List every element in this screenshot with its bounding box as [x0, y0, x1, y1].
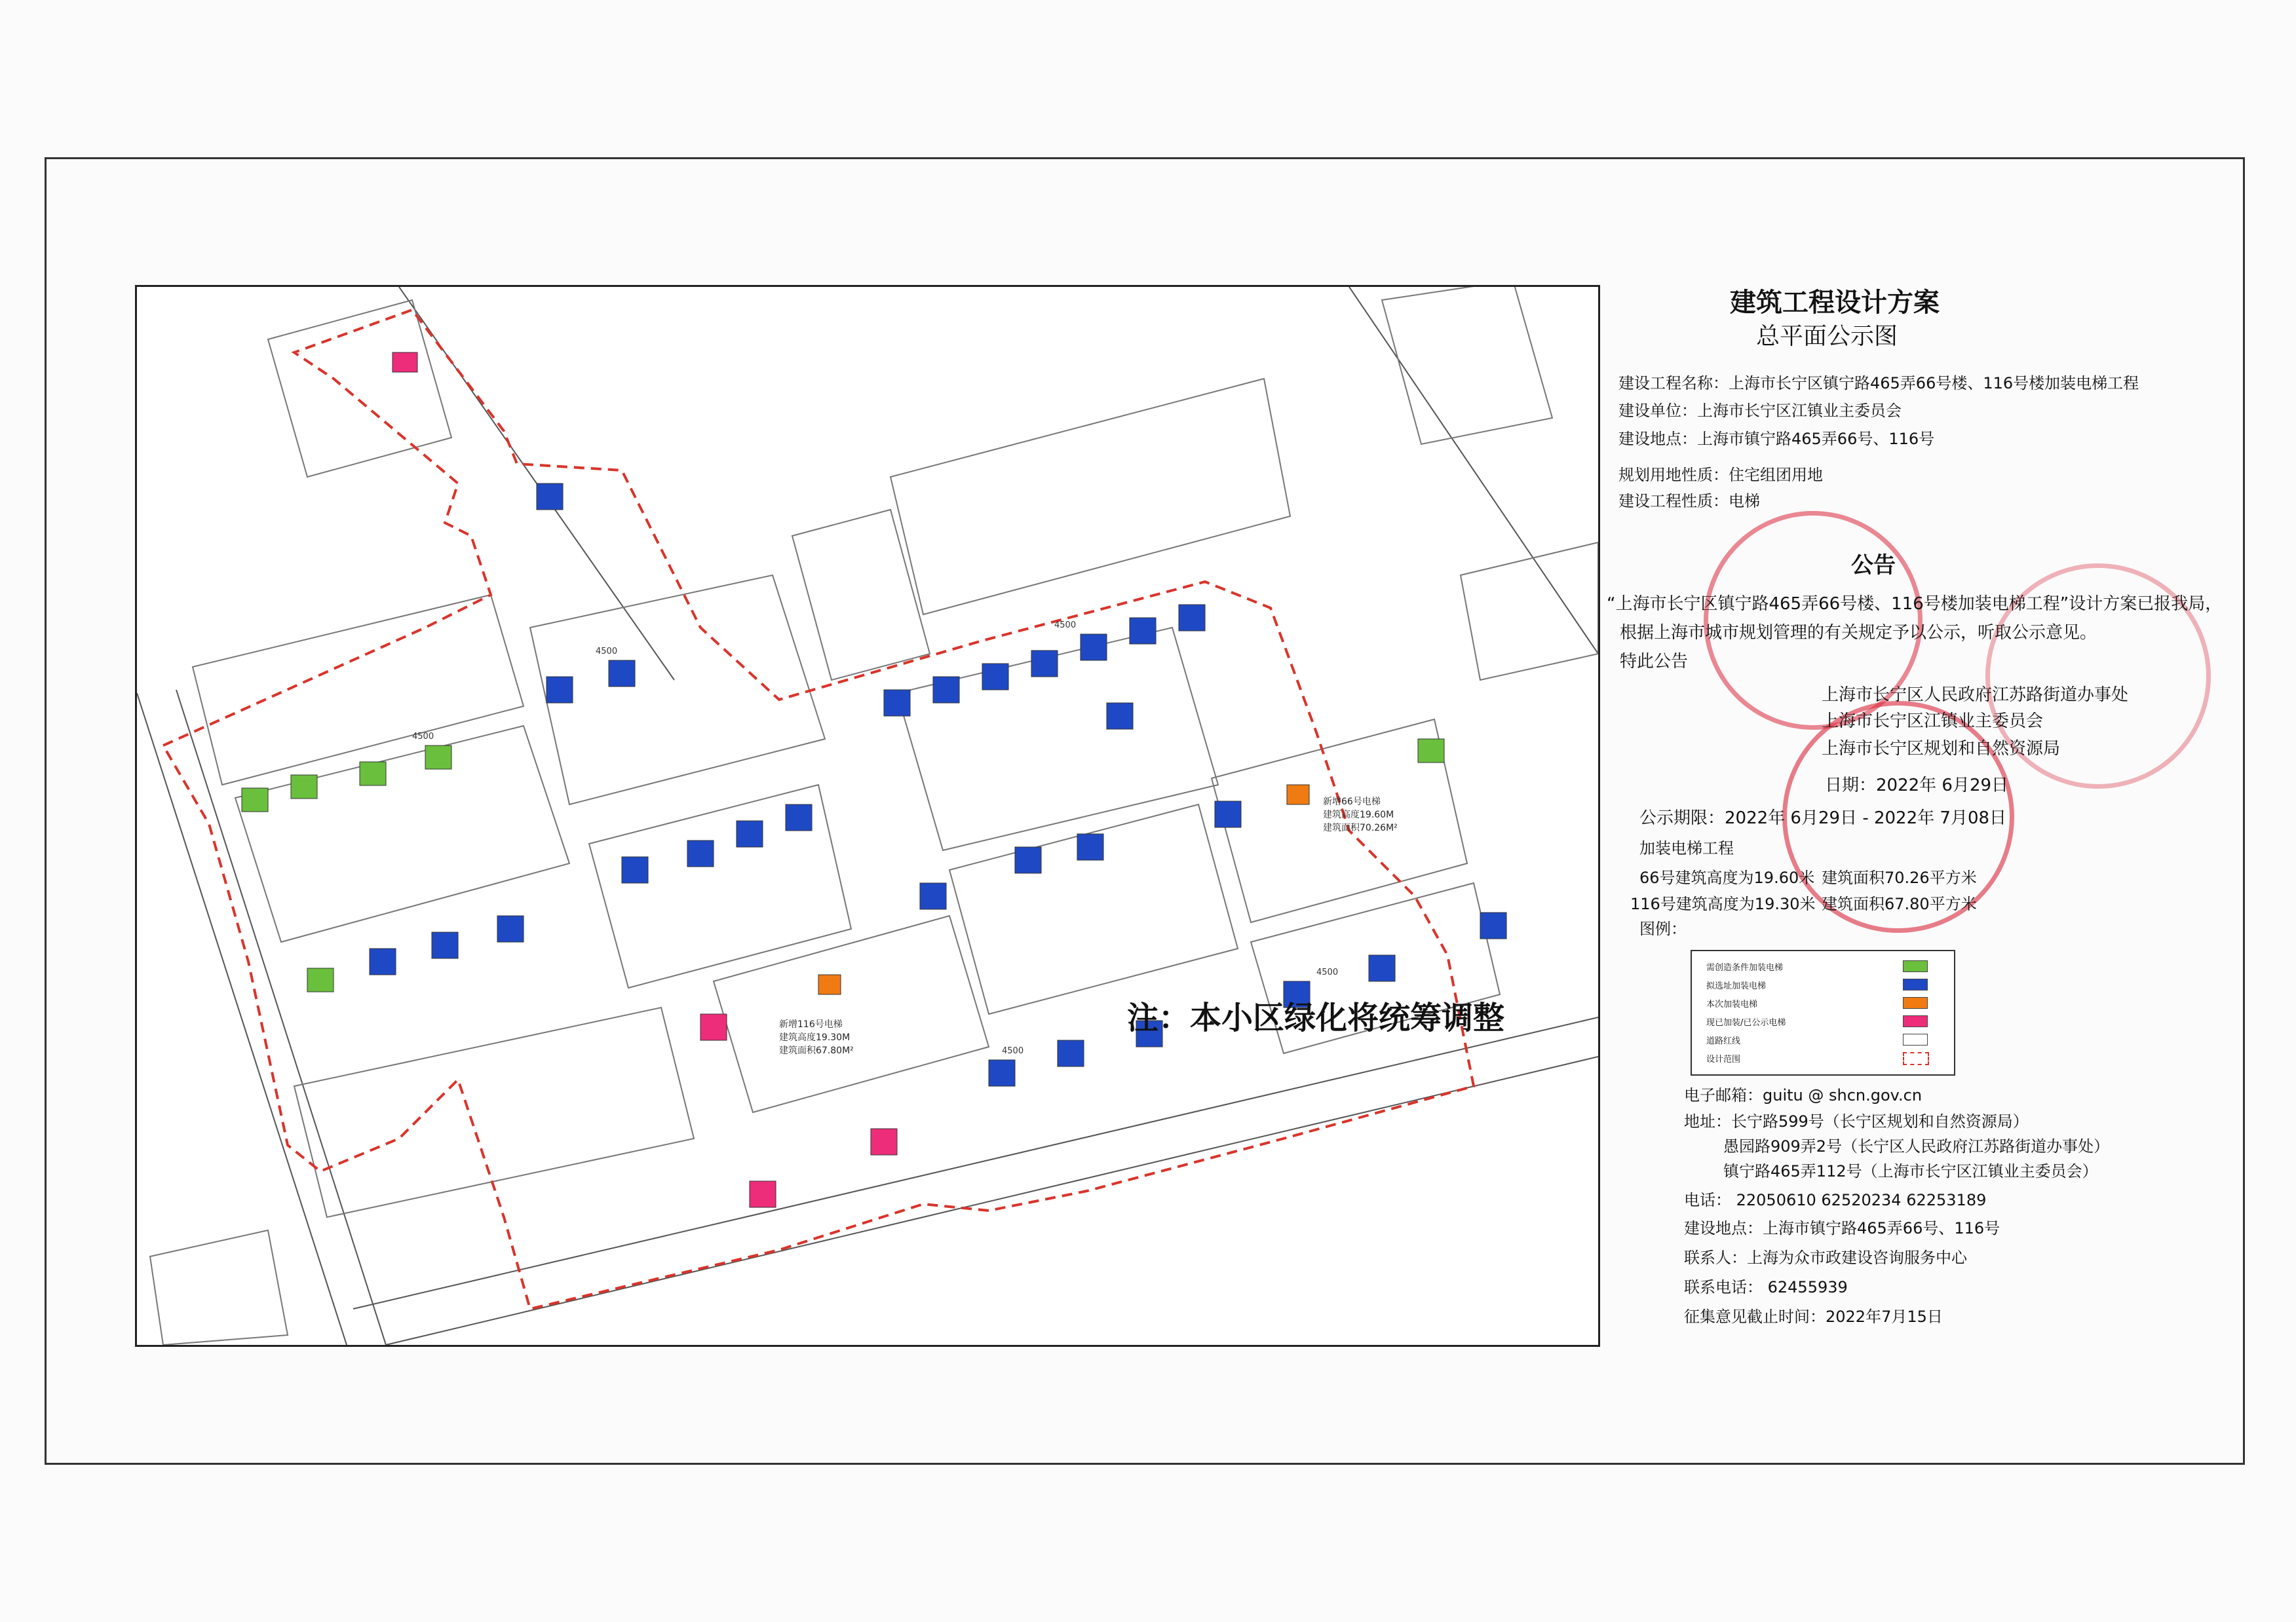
site-plan-map: [135, 285, 1600, 1347]
announcement-line: 特此公告: [1620, 652, 1689, 671]
elevator-marker-blue: [1031, 651, 1058, 677]
elevator-marker-orange: [1287, 785, 1309, 804]
elevator-marker-blue: [497, 916, 524, 942]
legend-item: [1706, 959, 1942, 973]
legend-label: 拟选址加装电梯: [1706, 981, 1767, 991]
project-a116: 建筑面积67.80平方米: [1822, 895, 1977, 913]
contact-email: 电子邮箱：guitu @ shcn.gov.cn: [1684, 1086, 1923, 1104]
lift116-height: 建筑高度19.30M: [779, 1032, 851, 1043]
legend-swatch-road: [1903, 1034, 1928, 1046]
elevator-marker-blue: [537, 483, 563, 510]
legend-swatch-range: [1903, 1052, 1929, 1065]
project-heading: 加装电梯工程: [1639, 839, 1734, 858]
legend-box: [1691, 950, 1955, 1076]
elevator-marker-orange: [818, 975, 841, 994]
legend-label: 道路红线: [1706, 1036, 1741, 1046]
elevator-marker-green: [425, 745, 451, 769]
elevator-marker-blue: [546, 677, 573, 703]
elevator-marker-green: [242, 788, 268, 812]
dim-label: 4500: [1054, 620, 1077, 630]
legend-title: 图例：: [1639, 920, 1687, 938]
contact-address1: 地址：长宁路599号（长宁区规划和自然资源局）: [1684, 1112, 2029, 1131]
contact-phone: 电话： 22050610 62520234 62253189: [1684, 1191, 1987, 1209]
legend-swatch-pink: [1903, 1015, 1928, 1027]
legend-item: [1706, 1032, 1942, 1047]
elevator-marker-blue: [982, 664, 1008, 690]
announcement-org: 上海市长宁区江镇业主委员会: [1822, 711, 2044, 731]
project-h116: 116号建筑高度为19.30米: [1630, 895, 1816, 913]
deadline: 征集意见截止时间：2022年7月15日: [1684, 1308, 1943, 1326]
legend-swatch-blue: [1903, 979, 1928, 990]
lift116-area: 建筑面积67.80M²: [779, 1046, 854, 1056]
elevator-marker-pink: [392, 352, 417, 372]
legend-item: [1706, 996, 1942, 1010]
elevator-marker-blue: [920, 883, 946, 909]
elevator-marker-blue: [432, 932, 458, 958]
period: 公示期限：2022年 6月29日 - 2022年 7月08日: [1639, 808, 2007, 828]
info-project-name: 建设工程名称：上海市长宁区镇宁路465弄66号楼、116号楼加装电梯工程: [1618, 374, 2139, 392]
elevator-marker-blue: [687, 840, 714, 867]
announcement-org: 上海市长宁区规划和自然资源局: [1822, 739, 2061, 759]
legend-label: 需创造条件加装电梯: [1706, 963, 1784, 973]
announcement-heading: 公告: [1851, 552, 1896, 578]
info-builder: 建设单位：上海市长宁区江镇业主委员会: [1618, 402, 1902, 420]
announcement-line: “上海市长宁区镇宁路465弄66号楼、116号楼加装电梯工程”设计方案已报我局，: [1607, 594, 2223, 614]
doc-subtitle: 总平面公示图: [1756, 323, 1898, 350]
contact-address2: 愚园路909弄2号（长宁区人民政府江苏路街道办事处）: [1723, 1137, 2110, 1156]
elevator-marker-blue: [1130, 618, 1156, 644]
announcement-line: 根据上海市城市规划管理的有关规定予以公示，听取公示意见。: [1620, 623, 2097, 643]
info-location: 建设地点：上海市镇宁路465弄66号、116号: [1618, 430, 1935, 448]
legend-label: 本次加装电梯: [1706, 1000, 1758, 1009]
lift66-area: 建筑面积70.26M²: [1323, 823, 1398, 833]
elevator-marker-pink: [700, 1014, 727, 1040]
contact-org: 联系人：上海为众市政建设咨询服务中心: [1684, 1249, 1967, 1267]
legend-label: 设计范围: [1706, 1055, 1741, 1065]
legend-item: [1706, 1051, 1942, 1065]
elevator-marker-blue: [786, 804, 812, 831]
announcement-org: 上海市长宁区人民政府江苏路街道办事处: [1822, 685, 2129, 705]
elevator-marker-pink: [871, 1129, 897, 1155]
announcement-date: 日期：2022年 6月29日: [1825, 776, 2009, 795]
info-nature: 建设工程性质：电梯: [1618, 492, 1760, 510]
legend-label: 现已加装/已公示电梯: [1706, 1018, 1786, 1028]
dim-label: 4500: [1002, 1046, 1024, 1056]
elevator-marker-green: [291, 775, 317, 799]
announcement-body: [1607, 590, 2222, 676]
dim-label: 4500: [1316, 968, 1339, 977]
doc-title: 建筑工程设计方案: [1730, 288, 1940, 318]
elevator-marker-blue: [622, 857, 648, 883]
legend-swatch-orange: [1903, 997, 1928, 1009]
elevator-marker-blue: [370, 949, 396, 975]
dim-label: 4500: [596, 647, 618, 656]
elevator-marker-blue: [609, 660, 635, 687]
elevator-marker-blue: [1480, 913, 1506, 939]
elevator-marker-blue: [1107, 703, 1133, 729]
design-range-boundary: [163, 310, 1474, 1309]
contact-phone2: 联系电话： 62455939: [1684, 1278, 1848, 1296]
dim-label: 4500: [412, 732, 434, 742]
elevator-marker-green: [1418, 739, 1444, 763]
legend-item: [1706, 1014, 1942, 1028]
elevator-marker-green: [307, 968, 334, 992]
lift66-name: 新增66号电梯: [1323, 797, 1381, 807]
elevator-marker-blue: [989, 1060, 1015, 1086]
lift116-name: 新增116号电梯: [779, 1019, 843, 1030]
project-a66: 建筑面积70.26平方米: [1822, 869, 1977, 887]
elevator-marker-blue: [1077, 834, 1103, 860]
map-note: 注：本小区绿化将统筹调整: [1127, 1000, 1505, 1036]
elevator-marker-blue: [1081, 634, 1107, 660]
elevator-marker-blue: [737, 821, 763, 847]
info-land-use: 规划用地性质：住宅组团用地: [1618, 466, 1823, 484]
elevator-marker-blue: [1215, 801, 1241, 827]
elevator-marker-blue: [1015, 847, 1041, 873]
elevator-marker-blue: [1369, 955, 1395, 981]
info-panel: [1599, 262, 2254, 1376]
elevator-marker-pink: [750, 1181, 776, 1207]
elevator-marker-green: [360, 762, 386, 785]
contact-site: 建设地点：上海市镇宁路465弄66号、116号: [1684, 1219, 2000, 1237]
project-h66: 66号建筑高度为19.60米: [1639, 869, 1815, 887]
site-plan-drawing: [137, 287, 1598, 1345]
elevator-marker-blue: [933, 677, 959, 703]
elevator-marker-blue: [884, 690, 910, 716]
contact-address3: 镇宁路465弄112号（上海市长宁区江镇业主委员会）: [1723, 1162, 2098, 1180]
elevator-marker-blue: [1058, 1040, 1084, 1066]
elevator-marker-blue: [1179, 605, 1205, 631]
legend-item: [1706, 977, 1942, 992]
legend-swatch-green: [1903, 960, 1928, 972]
lift66-height: 建筑高度19.60M: [1323, 810, 1394, 820]
